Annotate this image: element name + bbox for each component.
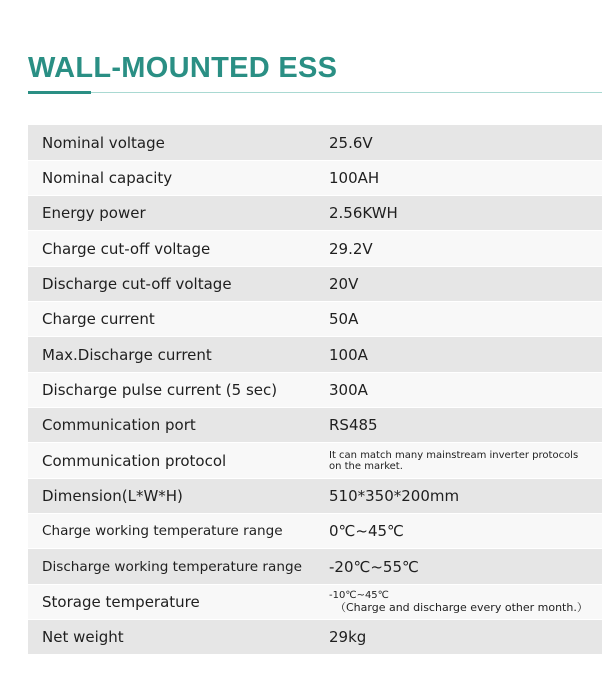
- spec-label: Charge current: [42, 310, 155, 328]
- spec-label: Communication port: [42, 416, 196, 434]
- spec-label: Max.Discharge current: [42, 345, 212, 364]
- spec-row-nominal-voltage: [28, 125, 602, 161]
- spec-value: [314, 590, 602, 614]
- spec-value: 0℃~45℃: [329, 522, 404, 540]
- spec-value: 20V: [329, 275, 359, 293]
- spec-row-discharge-pulse-current: [28, 373, 602, 408]
- spec-value: 2.56KWH: [329, 204, 398, 222]
- spec-value-note: （Charge and discharge every other month.）: [335, 601, 588, 614]
- spec-label: Dimension(L*W*H): [42, 487, 183, 505]
- spec-row-max-discharge-current: [28, 337, 602, 373]
- spec-label: Discharge working temperature range: [42, 558, 302, 575]
- spec-row-communication-port: [28, 408, 602, 443]
- spec-row-net-weight: [28, 620, 602, 655]
- spec-value: 25.6V: [329, 133, 373, 152]
- spec-row-charge-cutoff-voltage: [28, 231, 602, 267]
- spec-label: Nominal capacity: [42, 169, 173, 187]
- spec-label: Discharge cut-off voltage: [42, 275, 232, 293]
- spec-value: It can match many mainstream inverter protocols on the market.: [329, 449, 579, 472]
- title-divider-accent: [28, 91, 91, 94]
- spec-row-charge-current: [28, 302, 602, 337]
- spec-label: Charge cut-off voltage: [42, 239, 211, 258]
- spec-value: 510*350*200mm: [329, 487, 460, 505]
- spec-row-dimension: [28, 479, 602, 514]
- spec-row-charge-working-temperature: [28, 514, 602, 549]
- spec-value: 50A: [329, 310, 359, 328]
- spec-value: 29kg: [329, 628, 367, 646]
- spec-label: Storage temperature: [42, 593, 200, 611]
- spec-row-communication-protocol: [28, 443, 602, 479]
- spec-value: 300A: [329, 381, 368, 399]
- spec-row-discharge-working-temperature: [28, 549, 602, 585]
- spec-table: [28, 125, 602, 655]
- spec-label: Net weight: [42, 628, 124, 646]
- page-title: WALL-MOUNTED ESS: [28, 52, 338, 84]
- spec-label: Nominal voltage: [42, 133, 165, 152]
- spec-row-discharge-cutoff-voltage: [28, 267, 602, 302]
- spec-row-energy-power: [28, 196, 602, 231]
- spec-value: -20℃~55℃: [329, 557, 419, 576]
- spec-label: Discharge pulse current (5 sec): [42, 381, 278, 399]
- spec-value-main: -10℃~45℃: [329, 590, 389, 601]
- spec-label: Charge working temperature range: [42, 523, 283, 539]
- spec-value: RS485: [329, 416, 378, 434]
- spec-value: 29.2V: [329, 239, 373, 258]
- spec-row-storage-temperature: [28, 585, 602, 620]
- spec-row-nominal-capacity: [28, 161, 602, 196]
- spec-value: 100AH: [329, 169, 380, 187]
- spec-label: Communication protocol: [42, 451, 227, 470]
- spec-value: 100A: [329, 345, 368, 364]
- spec-label: Energy power: [42, 204, 146, 222]
- title-divider: [28, 92, 602, 93]
